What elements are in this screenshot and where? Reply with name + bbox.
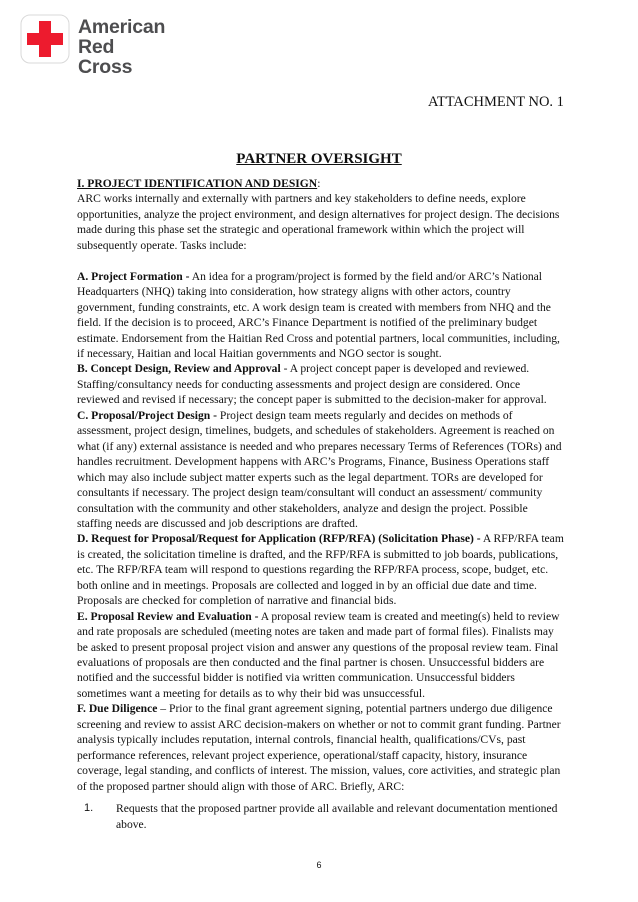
step-e	[77, 609, 564, 702]
step-a-text: An idea for a program/project is formed by the field and/or ARC’s National Headquarters (NHQ) taking into consideration, how strategy aligns with other actors, country government, funding constraints, etc. A work design team is created with members from NHQ and the field. If the decision is to proceed, ARC’s Finance Department is notified of the preliminary budget estimate. Endorsement from the Haitian Red Cross and potential partners, local communities, including, if necessary, Haitian and local Haitian governments and NGO sector is sought.	[77, 269, 560, 360]
step-e-text: A proposal review team is created and meeting(s) held to review and rate proposals are scheduled (meeting notes are taken and made part of formal files). Finalists may be asked to present proposal project vision and answer any questions of the proposal review team. Final evaluations of proposals are then conducted and the final partner is chosen. Unsuccessful bidders are notified and the successful bidder is notified via written communication. Unsuccessful bidders sometimes want a meeting for details as to why their bid was unsuccessful.	[77, 609, 560, 700]
list-item-number: 1.	[84, 802, 94, 815]
logo-line-2: Red Cross	[78, 36, 133, 78]
step-f-text: – Prior to the final grant agreement signing, potential partners undergo due diligence screening and review to assist ARC decision-makers on whether or not to commit grant funding. Partner analysis typically includes reputation, internal controls, financial health, qualifications/CVs, past performance references, relevant project experience, operational/staff capacity, history, insurance coverage, legal standing, and conflicts of interest. The mission, values, core activities, and strategic plan of the proposed partner should align with those of ARC. Briefly, ARC:	[77, 702, 561, 793]
list-item	[77, 801, 564, 832]
logo-line-1: American	[78, 16, 166, 38]
step-d-text: A RFP/RFA team is created, the solicitation timeline is drafted, and the RFP/RFA is submitted to job boards, publications, etc. The RFP/RFA team will respond to questions regarding the RFP/RFA process, scope, budget, etc. both online and in meetings. Proposals are collected and logged in by an official due date and time. Proposals are checked for completion of narrative and financial bids.	[77, 532, 564, 608]
section-heading-text: I. PROJECT IDENTIFICATION AND DESIGN	[77, 177, 318, 190]
section-heading	[77, 176, 564, 191]
step-b	[77, 361, 564, 407]
step-a	[77, 269, 564, 362]
section-heading-colon: :	[317, 177, 321, 190]
list-item-text: Requests that the proposed partner provide all available and relevant documentation mentioned above.	[116, 802, 558, 831]
step-b-label: B. Concept Design, Review and Approval	[77, 362, 281, 376]
step-c-text: Project design team meets regularly and decides on methods of assessment, project design, timelines, budgets, and schedules of stakeholders. Agreement is reached on what (if any) external assistance is needed and who prepares necessary Terms of References (TORs) and handles recruitment. Development happens with ARC’s Programs, Finance, Business Operations staff which may also include subject matter experts such as the legal department. TORs are developed for consultants if necessary. The project design team/consultant will conduct an assessment/ community consultation with the community and other stakeholders, analyze and design the project. Possible staffing needs are discussed and job descriptions are drafted.	[77, 408, 562, 530]
step-b-text: - A project concept paper is developed and reviewed. Staffing/consultancy needs for conducting assessments and project design are considered. Once reviewed and revised if necessary; the concept paper is submitted to the decision-maker for approval.	[77, 362, 547, 407]
step-f	[77, 701, 564, 794]
page-number: 6	[316, 860, 322, 870]
step-a-label: A. Project Formation -	[77, 269, 190, 283]
section-intro: ARC works internally and externally with partners and key stakeholders to define needs, explore opportunities, analyze the project environment, and design alternatives for project design. The decisions made during this phase set the strategic and operational framework within which the project will subsequently operate. Tasks include:	[77, 192, 560, 252]
page-title: PARTNER OVERSIGHT	[236, 151, 402, 167]
step-f-label: F. Due Diligence	[77, 702, 158, 716]
step-d-label: D. Request for Proposal/Request for Application (RFP/RFA) (Solicitation Phase) -	[77, 532, 481, 546]
american-red-cross-logo	[20, 14, 170, 78]
document-body	[77, 176, 564, 832]
paragraph-spacer	[77, 253, 564, 268]
logo-wordmark	[78, 17, 170, 77]
step-c-label: C. Proposal/Project Design -	[77, 408, 217, 422]
step-e-label: E. Proposal Review and Evaluation -	[77, 609, 259, 623]
red-cross-emblem-icon	[20, 14, 70, 64]
step-d	[77, 531, 564, 608]
attachment-label: ATTACHMENT NO. 1	[428, 94, 564, 110]
numbered-list	[77, 801, 564, 832]
step-c	[77, 408, 564, 532]
